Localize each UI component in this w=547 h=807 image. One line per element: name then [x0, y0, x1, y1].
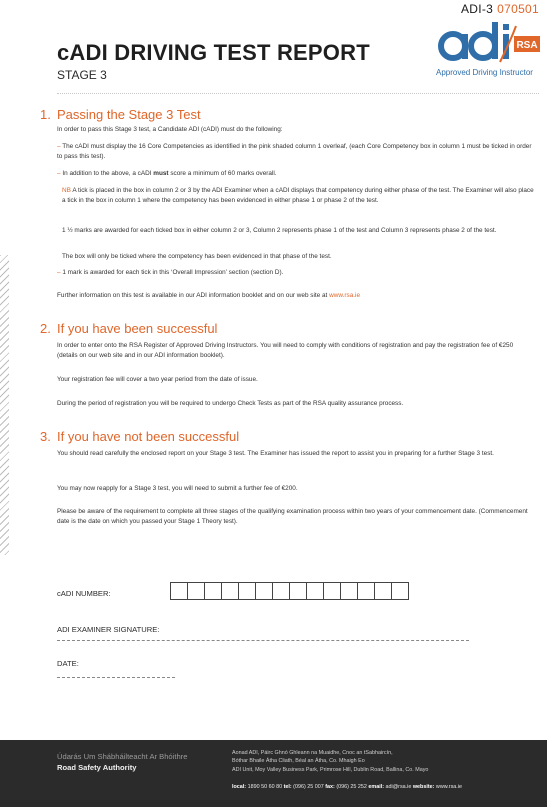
section-1-bullet-2-bold: must	[153, 170, 169, 177]
date-label: DATE:	[57, 659, 79, 668]
website-label: website:	[412, 784, 435, 790]
cadi-number-box[interactable]	[255, 582, 273, 600]
bullet-dash: –	[57, 143, 63, 150]
email-value[interactable]: adi@rsa.ie	[384, 784, 413, 790]
form-code	[461, 2, 539, 16]
section-2-title: If you have been successful	[57, 321, 218, 336]
page-title: cADI DRIVING TEST REPORT	[57, 40, 370, 65]
header-divider	[57, 93, 539, 94]
page-subtitle: STAGE 3	[57, 68, 107, 82]
footer	[0, 740, 547, 807]
section-2-heading	[40, 321, 217, 336]
cadi-number-box[interactable]	[357, 582, 375, 600]
footer-org-irish: Údarás Um Shábháilteacht Ar Bhóithre	[57, 752, 188, 761]
fax-value: (096) 25 252	[334, 784, 369, 790]
section-1-half-marks: 1 ½ marks are awarded for each ticked box in either column 2 or 3, Column 2 represents phase 1 of the test and Column 3 represents phase 2 of the test.	[62, 227, 497, 234]
further-info-text: Further information on this test is available in our ADI information booklet and on our web site at	[57, 292, 330, 299]
logo-tagline: Approved Driving Instructor	[436, 68, 533, 77]
section-2-p2: Your registration fee will cover a two year period from the date of issue.	[57, 376, 258, 383]
section-2-p3: During the period of registration you will be required to undergo Check Tests as part of the RSA quality assurance process.	[57, 400, 404, 407]
section-1-bullet-2-text-b: score a minimum of 60 marks overall.	[168, 170, 277, 177]
cadi-number-box[interactable]	[238, 582, 256, 600]
nb-label: NB	[62, 187, 71, 194]
examiner-signature-line[interactable]	[57, 640, 469, 641]
fax-label: fax:	[325, 784, 335, 790]
examiner-signature-label: ADI EXAMINER SIGNATURE:	[57, 625, 160, 634]
svg-text:RSA: RSA	[516, 40, 538, 51]
form-code-number: 070501	[497, 2, 539, 16]
local-label: local:	[232, 784, 247, 790]
section-3-title: If you have not been successful	[57, 429, 240, 444]
cadi-number-box[interactable]	[289, 582, 307, 600]
cadi-number-box[interactable]	[391, 582, 409, 600]
footer-contact-line	[232, 784, 462, 790]
cadi-number-box[interactable]	[187, 582, 205, 600]
nb-text: A tick is placed in the box in column 2 or 3 by the ADI Examiner when a cADI displays that competency during either phase of the test. The Examiner will also place a tick in the box in column 1 where the competency has been evidenced in either phase 1 or phase 2 of the test.	[62, 187, 534, 204]
footer-org-english: Road Safety Authority	[57, 763, 137, 772]
section-1-nb	[62, 186, 535, 206]
cadi-number-box[interactable]	[323, 582, 341, 600]
cadi-number-box[interactable]	[306, 582, 324, 600]
footer-address-line-1: Aonad ADI, Páirc Ghnó Ghleann na Muaidhe, Cnoc an tSabhaircín,	[232, 750, 393, 756]
cadi-number-box[interactable]	[170, 582, 188, 600]
website-value[interactable]: www.rsa.ie	[434, 784, 462, 790]
cadi-number-boxes	[170, 582, 408, 600]
footer-address-line-3: ADI Unit, Moy Valley Business Park, Primrose Hill, Dublin Road, Ballina, Co. Mayo	[232, 767, 429, 773]
cadi-number-box[interactable]	[221, 582, 239, 600]
section-1-number: 1.	[40, 107, 51, 122]
website-link[interactable]: www.rsa.ie	[329, 292, 361, 299]
section-3-p3: Please be aware of the requirement to complete all three stages of the qualifying examination process within two years of your commencement date. (Commencement date is the date on which you passed your Stage 1 Theory test).	[57, 508, 528, 525]
tel-value: (096) 25 007	[291, 784, 326, 790]
cadi-number-label: cADI NUMBER:	[57, 589, 111, 598]
section-1-box-tick: The box will only be ticked where the competency has been evidenced in that phase of the test.	[62, 253, 332, 260]
section-1-intro: In order to pass this Stage 3 test, a Candidate ADI (cADI) must do the following:	[57, 126, 283, 133]
cadi-number-box[interactable]	[204, 582, 222, 600]
cadi-number-box[interactable]	[340, 582, 358, 600]
bullet-dash: –	[57, 170, 63, 177]
tel-label: tel:	[283, 784, 292, 790]
section-3-heading	[40, 429, 239, 444]
section-1-further-info	[57, 291, 535, 301]
margin-hatching	[0, 255, 9, 555]
local-value: 1890 50 60 80	[246, 784, 284, 790]
section-3-number: 3.	[40, 429, 51, 444]
form-code-prefix: ADI-3	[460, 2, 494, 16]
section-2-number: 2.	[40, 321, 51, 336]
email-label: email:	[368, 784, 384, 790]
section-1-title: Passing the Stage 3 Test	[57, 107, 201, 122]
section-1-bullet-2	[57, 169, 535, 179]
cadi-number-box[interactable]	[272, 582, 290, 600]
date-line[interactable]	[57, 677, 175, 678]
section-1-bullet-2-text-a: In addition to the above, a cADI	[62, 170, 154, 177]
section-1-bullet-1	[57, 142, 535, 162]
section-1-one-mark-text: 1 mark is awarded for each tick in this ‘Overall Impression’ section (section D).	[62, 269, 284, 276]
section-3-p1: You should read carefully the enclosed report on your Stage 3 test. The Examiner has issued the report to assist you in preparing for a further Stage 3 test.	[57, 450, 494, 457]
footer-address-line-2: Bóthar Bhaile Átha Cliath, Béal an Átha, Co. Mhaigh Eo	[232, 758, 365, 764]
section-1-one-mark	[57, 268, 535, 278]
cadi-number-box[interactable]	[374, 582, 392, 600]
section-1-heading	[40, 107, 201, 122]
section-3-p2: You may now reapply for a Stage 3 test, you will need to submit a further fee of €200.	[57, 485, 298, 492]
section-2-p1: In order to enter onto the RSA Register of Approved Driving Instructors. You will need to comply with conditions of registration and pay the registration fee of €250 (details on our web site and in our ADI information booklet).	[57, 342, 514, 359]
section-1-bullet-1-text: The cADI must display the 16 Core Competencies as identified in the pink shaded column 1 overleaf, (each Core Competency box in column 1 must be ticked in order to pass this test).	[57, 143, 532, 160]
bullet-dash: –	[57, 269, 63, 276]
